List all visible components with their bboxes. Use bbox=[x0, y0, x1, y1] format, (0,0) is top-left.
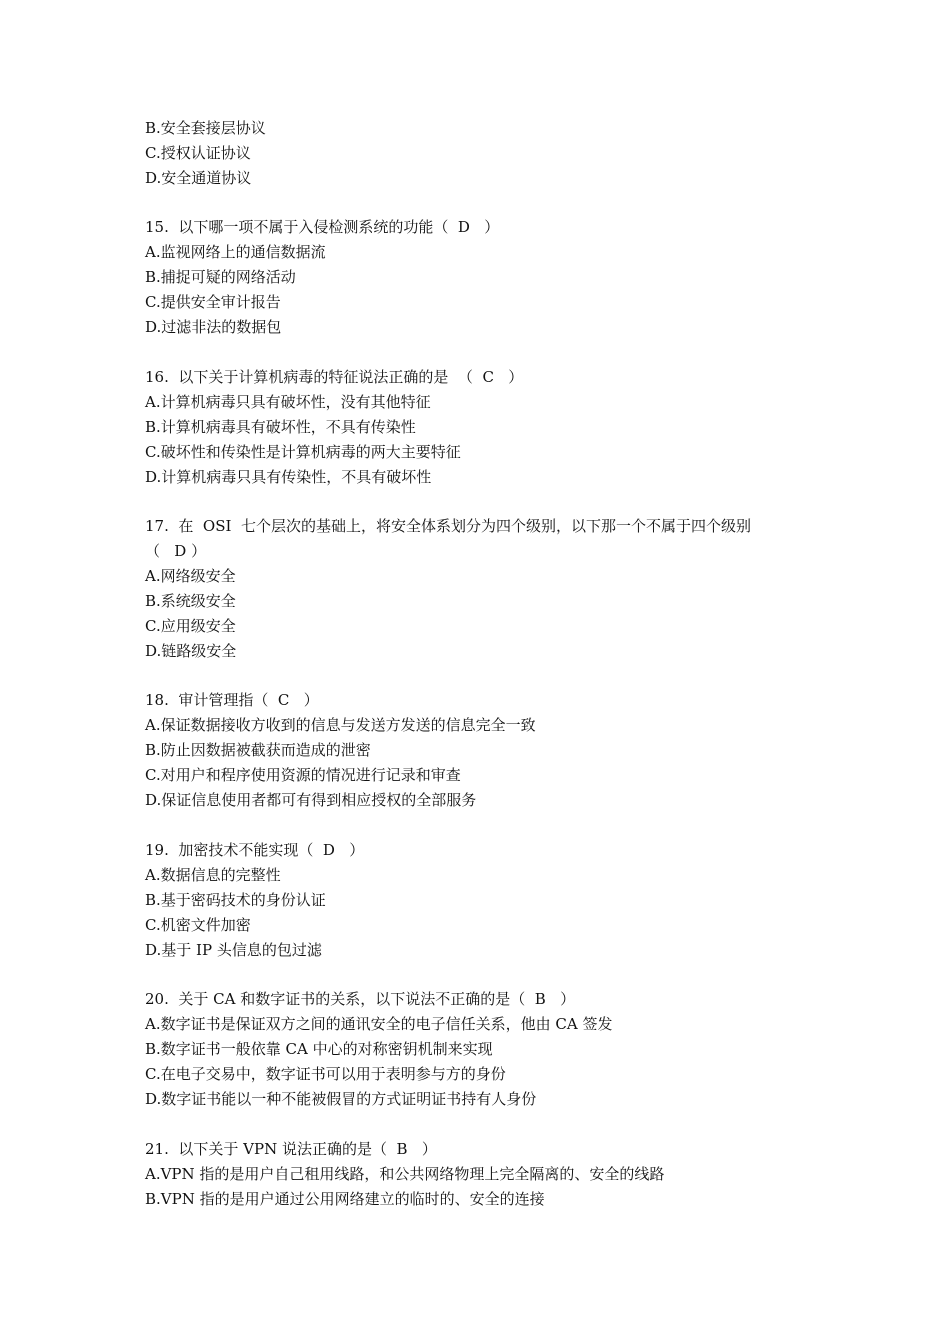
question-stem: 19. 加密技术不能实现（ D ） bbox=[145, 841, 365, 859]
option-line: C.机密文件加密 bbox=[145, 916, 251, 934]
option-line: B.捕捉可疑的网络活动 bbox=[145, 268, 296, 286]
option-line: A.计算机病毒只具有破坏性，没有其他特征 bbox=[145, 393, 431, 411]
option-line: C.提供安全审计报告 bbox=[145, 293, 281, 311]
question-19 bbox=[145, 838, 825, 963]
option-line: C.授权认证协议 bbox=[145, 144, 251, 162]
option-line: D.安全通道协议 bbox=[145, 169, 252, 187]
option-line: D.过滤非法的数据包 bbox=[145, 318, 282, 336]
option-line: A.监视网络上的通信数据流 bbox=[145, 243, 326, 261]
option-line: B.防止因数据被截获而造成的泄密 bbox=[145, 741, 371, 759]
question-18 bbox=[145, 688, 825, 813]
question-stem-continuation: （ D ） bbox=[145, 542, 207, 560]
question-15 bbox=[145, 215, 825, 340]
option-line: B.系统级安全 bbox=[145, 592, 236, 610]
option-line: D.基于 IP 头信息的包过滤 bbox=[145, 941, 322, 959]
option-line: B.数字证书一般依靠 CA 中心的对称密钥机制来实现 bbox=[145, 1040, 493, 1058]
option-line: B.安全套接层协议 bbox=[145, 119, 266, 137]
question-17 bbox=[145, 514, 825, 664]
question-stem: 18. 审计管理指（ C ） bbox=[145, 691, 319, 709]
option-line: D.保证信息使用者都可有得到相应授权的全部服务 bbox=[145, 791, 477, 809]
lead-options bbox=[145, 116, 825, 191]
option-line: C.破坏性和传染性是计算机病毒的两大主要特征 bbox=[145, 443, 461, 461]
option-line: D.数字证书能以一种不能被假冒的方式证明证书持有人身份 bbox=[145, 1090, 537, 1108]
option-line: A.数字证书是保证双方之间的通讯安全的电子信任关系，他由 CA 签发 bbox=[145, 1015, 613, 1033]
question-stem: 21. 以下关于 VPN 说法正确的是（ B ） bbox=[145, 1140, 437, 1158]
option-line: A.保证数据接收方收到的信息与发送方发送的信息完全一致 bbox=[145, 716, 536, 734]
question-stem: 20. 关于 CA 和数字证书的关系，以下说法不正确的是（ B ） bbox=[145, 990, 576, 1008]
question-16 bbox=[145, 365, 825, 490]
question-stem: 16. 以下关于计算机病毒的特征说法正确的是 （ C ） bbox=[145, 368, 524, 386]
option-line: C.应用级安全 bbox=[145, 617, 236, 635]
question-20 bbox=[145, 987, 825, 1112]
option-line: A.VPN 指的是用户自己租用线路，和公共网络物理上完全隔离的、安全的线路 bbox=[145, 1165, 665, 1183]
option-line: B.计算机病毒具有破坏性，不具有传染性 bbox=[145, 418, 416, 436]
option-line: A.网络级安全 bbox=[145, 567, 236, 585]
question-stem: 17. 在 OSI 七个层次的基础上，将安全体系划分为四个级别，以下那一个不属于四个级别 bbox=[145, 517, 751, 535]
option-line: D.计算机病毒只具有传染性，不具有破坏性 bbox=[145, 468, 432, 486]
option-line: B.VPN 指的是用户通过公用网络建立的临时的、安全的连接 bbox=[145, 1190, 545, 1208]
option-line: C.对用户和程序使用资源的情况进行记录和审查 bbox=[145, 766, 461, 784]
option-line: B.基于密码技术的身份认证 bbox=[145, 891, 326, 909]
option-line: D.链路级安全 bbox=[145, 642, 237, 660]
option-line: C.在电子交易中，数字证书可以用于表明参与方的身份 bbox=[145, 1065, 506, 1083]
question-stem: 15. 以下哪一项不属于入侵检测系统的功能（ D ） bbox=[145, 218, 500, 236]
option-line: A.数据信息的完整性 bbox=[145, 866, 281, 884]
question-21 bbox=[145, 1137, 825, 1212]
